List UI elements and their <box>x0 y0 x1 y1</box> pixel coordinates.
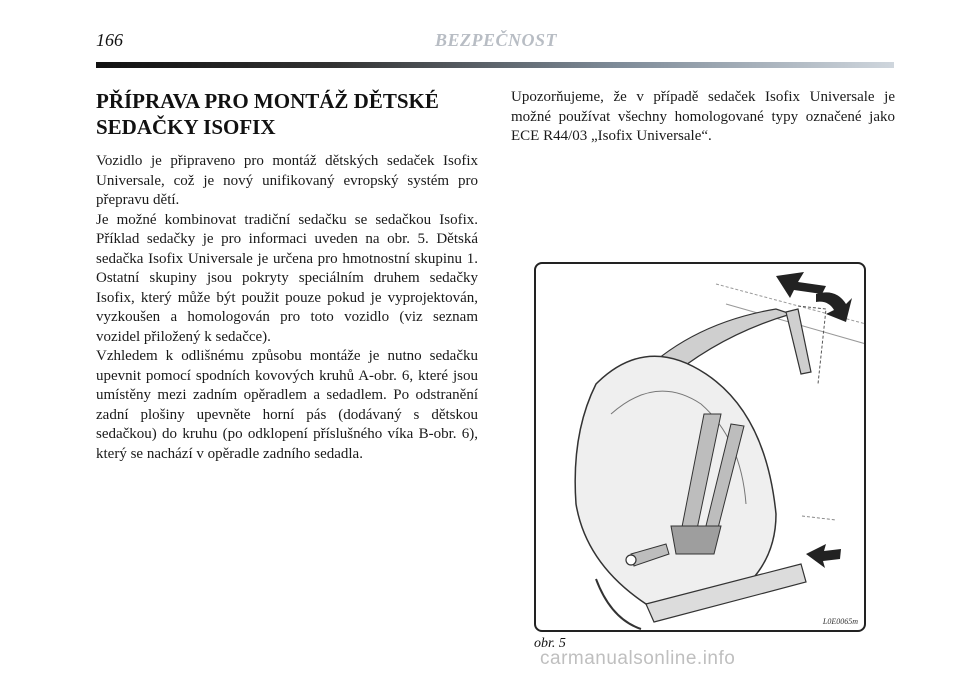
watermark: carmanualsonline.info <box>540 648 736 669</box>
right-column <box>511 88 895 147</box>
intro-paragraph: Vozidlo je připraveno pro montáž dětských sedaček Isofix Universale, což je nový unifikovaný evropský systém pro přepravu dětí. <box>96 153 478 208</box>
left-column <box>96 88 478 464</box>
heading-line-2: SEDAČKY ISOFIX <box>96 115 276 139</box>
child-seat-illustration <box>534 262 866 632</box>
combination-paragraph: Je možné kombinovat tradiční sedačku se sedačkou Isofix. Příklad sedačky je pro informaci uveden na obr. 5. Dětská sedačka Isofix Universale je určena pro hmotnostní skupinu 1. Ostatní skupiny jsou pokryty speciálním druhem sedačky Isofix, který může být použit pouze pokud je vyprojektován, vyzkoušen a homologován pro toto vozidlo (viz seznam vozidel přiložený k sedačce). <box>96 211 478 345</box>
header-rule <box>96 62 894 68</box>
heading-line-1: PŘÍPRAVA PRO MONTÁŽ DĚTSKÉ <box>96 89 439 113</box>
section-title: BEZPEČNOST <box>435 30 558 50</box>
figure-code: L0E0065m <box>822 617 858 626</box>
mounting-paragraph: Vzhledem k odlišnému způsobu montáže je nutno sedačku upevnit pomocí spodních kovových kruhů A-obr. 6, které jsou umístěny mezi zadním opěradlem a sedadlem. Po odstranění zadní plošiny upevněte horní pás (dodávaný s dětskou sedačkou) do kruhu (po odklopení příslušného víka B-obr. 6), který se nachází v opěradle zadního sedadla. <box>96 348 478 462</box>
section-heading <box>96 88 478 140</box>
figure-caption: obr. 5 <box>534 636 566 651</box>
page-number: 166 <box>96 30 123 50</box>
notice-paragraph: Upozorňujeme, že v případě sedaček Isofix Universale je možné používat všechny homologované typy označené jako ECE R44/03 „Isofix Universale“. <box>511 89 895 144</box>
child-seat-drawing <box>536 264 866 632</box>
